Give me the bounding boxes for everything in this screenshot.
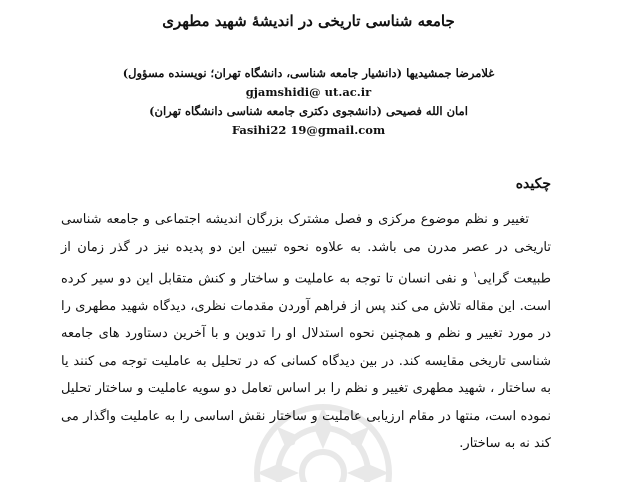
author-1-name: غلامرضا جمشیدیها (دانشیار جامعه شناسی، دانشگاه تهران؛ نویسنده مسؤول) (122, 66, 495, 80)
author-2-email: Fasihi22 19@gmail.com (231, 123, 386, 137)
paper-title: جامعه شناسی تاریخی در اندیشهٔ شهید مطهری (162, 12, 455, 30)
author-2-name: امان الله فصیحی (دانشجوی دکتری جامعه شناسی دانشگاه تهران) (149, 104, 468, 118)
footnote-mark: ۱ (472, 270, 478, 279)
abstract-text-part-2: و نفی انسان تا توجه به عاملیت و ساختار و کنش متقابل این دو سیر کرده است. این مقاله تلاش می کند پس از فراهم آوردن مقدمات نظری، دیدگاه شهید مطهری را در مورد تغییر و نظم و همچنین نحوه استدلال او را تدوین و با آخرین دستاورد های جامعه شناسی تاریخی مقایسه کند. در بین دیدگاه کسانی که در تحلیل به عاملیت توجه می کنند یا به ساختار ، شهید مطهری تغییر و نظم را بر اساس تعامل دو سویه عاملیت و ساختار تحلیل نموده است، منتها در مقام ارزیابی عاملیت و ساختار نقش اساسی را به عاملیت واگذار می کند نه به ساختار. (61, 271, 551, 452)
abstract-body (61, 206, 551, 458)
abstract-heading: چکیده (515, 176, 551, 192)
author-1-email: gjamshidi@ ut.ac.ir (245, 85, 372, 99)
abstract-text-part-1: تغییر و نظم موضوع مرکزی و فصل مشترک بزرگان اندیشه اجتماعی و جامعه شناسی تاریخی در عصر مدرن می باشد. به علاوه نحوه تبیین این دو پدیده نیز در گذر زمان از طبیعت گرایی (61, 212, 551, 287)
authors-block (80, 64, 537, 140)
